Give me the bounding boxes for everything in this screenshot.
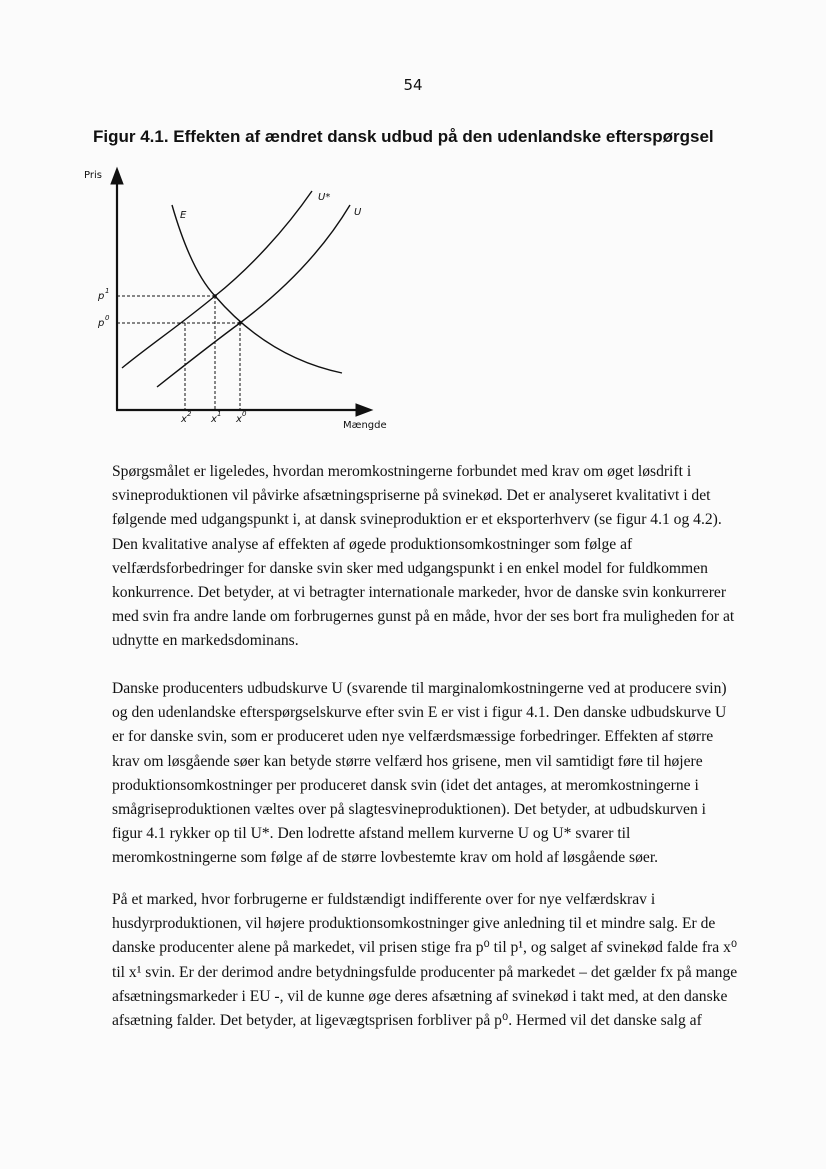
demand-curve-e (172, 205, 342, 373)
page-number: 54 (403, 76, 423, 94)
figure-title: Figur 4.1. Effekten af ændret dansk udbud på den udenlandske efterspørgsel (93, 127, 714, 146)
intersection-p1-x1 (213, 294, 217, 298)
paragraph-3: På et marked, hvor forbrugerne er fuldstændigt indifferente over for nye velfærdskrav i husdyrproduktionen, vil højere produktionsomkostninger give anledning til et mindre salg. Er de danske producenter alene på markedet, vil prisen stige fra p⁰ til p¹, og salget af svinekød falde fra x⁰ til x¹ svin. Er der derimod andre betydningsfulde producenter på markedet – det gælder fx på mange afsætningsmarkeder i EU -, vil de kunne øge deres afsætning af svinekød i takt med, at den danske afsætning falder. Det betyder, at ligevægtsprisen forbliver på p⁰. Hermed vil det danske salg af (112, 891, 738, 1030)
svg-text:2: 2 (187, 410, 192, 418)
price-tick-p0 (97, 314, 110, 329)
curve-label-e: E (180, 210, 187, 221)
svg-text:1: 1 (105, 287, 110, 295)
guide-lines (117, 296, 240, 410)
y-axis-label: Pris (84, 170, 102, 181)
svg-text:p: p (98, 318, 105, 329)
x-axis-arrow-icon (356, 404, 372, 416)
svg-text:p: p (98, 291, 105, 302)
curve-label-u-star: U* (318, 192, 331, 203)
svg-text:1: 1 (217, 410, 222, 418)
svg-text:0: 0 (105, 314, 110, 322)
quantity-tick-x0 (235, 410, 247, 425)
svg-text:x: x (211, 414, 217, 425)
svg-text:x: x (181, 414, 187, 425)
quantity-tick-x2 (180, 410, 192, 425)
y-axis-arrow-icon (111, 168, 123, 184)
svg-text:0: 0 (242, 410, 247, 418)
x-axis-label: Mængde (343, 420, 387, 431)
paragraph-2: Danske producenters udbudskurve U (svarende til marginalomkostningerne ved at producere svin) og den udenlandske efterspørgselskurve efter svin E er vist i figur 4.1. Den danske udbudskurve U er for danske svin, som er produceret uden nye velfærdsmæssige forbedringer. Effekten af større krav om løsgående søer kan betyde større velfærd hos grisene, men vil samtidigt føre til højere produktionsomkostninger per produceret dansk svin (idet det antages, at meromkostningerne i smågriseproduktionen væltes over på slagtesvineproduktionen). Det betyder, at udbudskurven i figur 4.1 rykker op til U*. Den lodrette afstand mellem kurverne U og U* svarer til meromkostningerne som følge af de større lovbestemte krav om hold af løsgående søer. (112, 680, 727, 867)
supply-curve-u (157, 205, 350, 387)
curves (122, 191, 350, 387)
paragraph-1: Spørgsmålet er ligeledes, hvordan meromkostningerne forbundet med krav om øget løsdrift i svineproduktionen vil påvirke afsætningspriserne på svinekød. Det er analyseret kvalitativt i det følgende med udgangspunkt i, at dansk svineproduktion er et eksporterhverv (se figur 4.1 og 4.2). Den kvalitative analyse af effekten af øgede produktionsomkostninger som følge af velfærdsforbedringer for danske svin sker med udgangspunkt i en enkel model for fuldkommen konkurrence. Det betyder, at vi betragter internationale markeder, hvor de danske svin konkurrerer med svin fra andre lande om forbrugernes gunst på en måde, hvor der ses bort fra muligheden for at udnytte en markedsdominans. (112, 463, 735, 650)
quantity-tick-x1 (210, 410, 221, 425)
price-tick-p1 (97, 287, 109, 302)
svg-text:x: x (236, 414, 242, 425)
axes (111, 168, 372, 416)
intersection-p0-x0 (238, 321, 242, 325)
supply-demand-figure (80, 160, 420, 450)
supply-curve-u-star (122, 191, 312, 368)
curve-label-u: U (354, 207, 362, 218)
